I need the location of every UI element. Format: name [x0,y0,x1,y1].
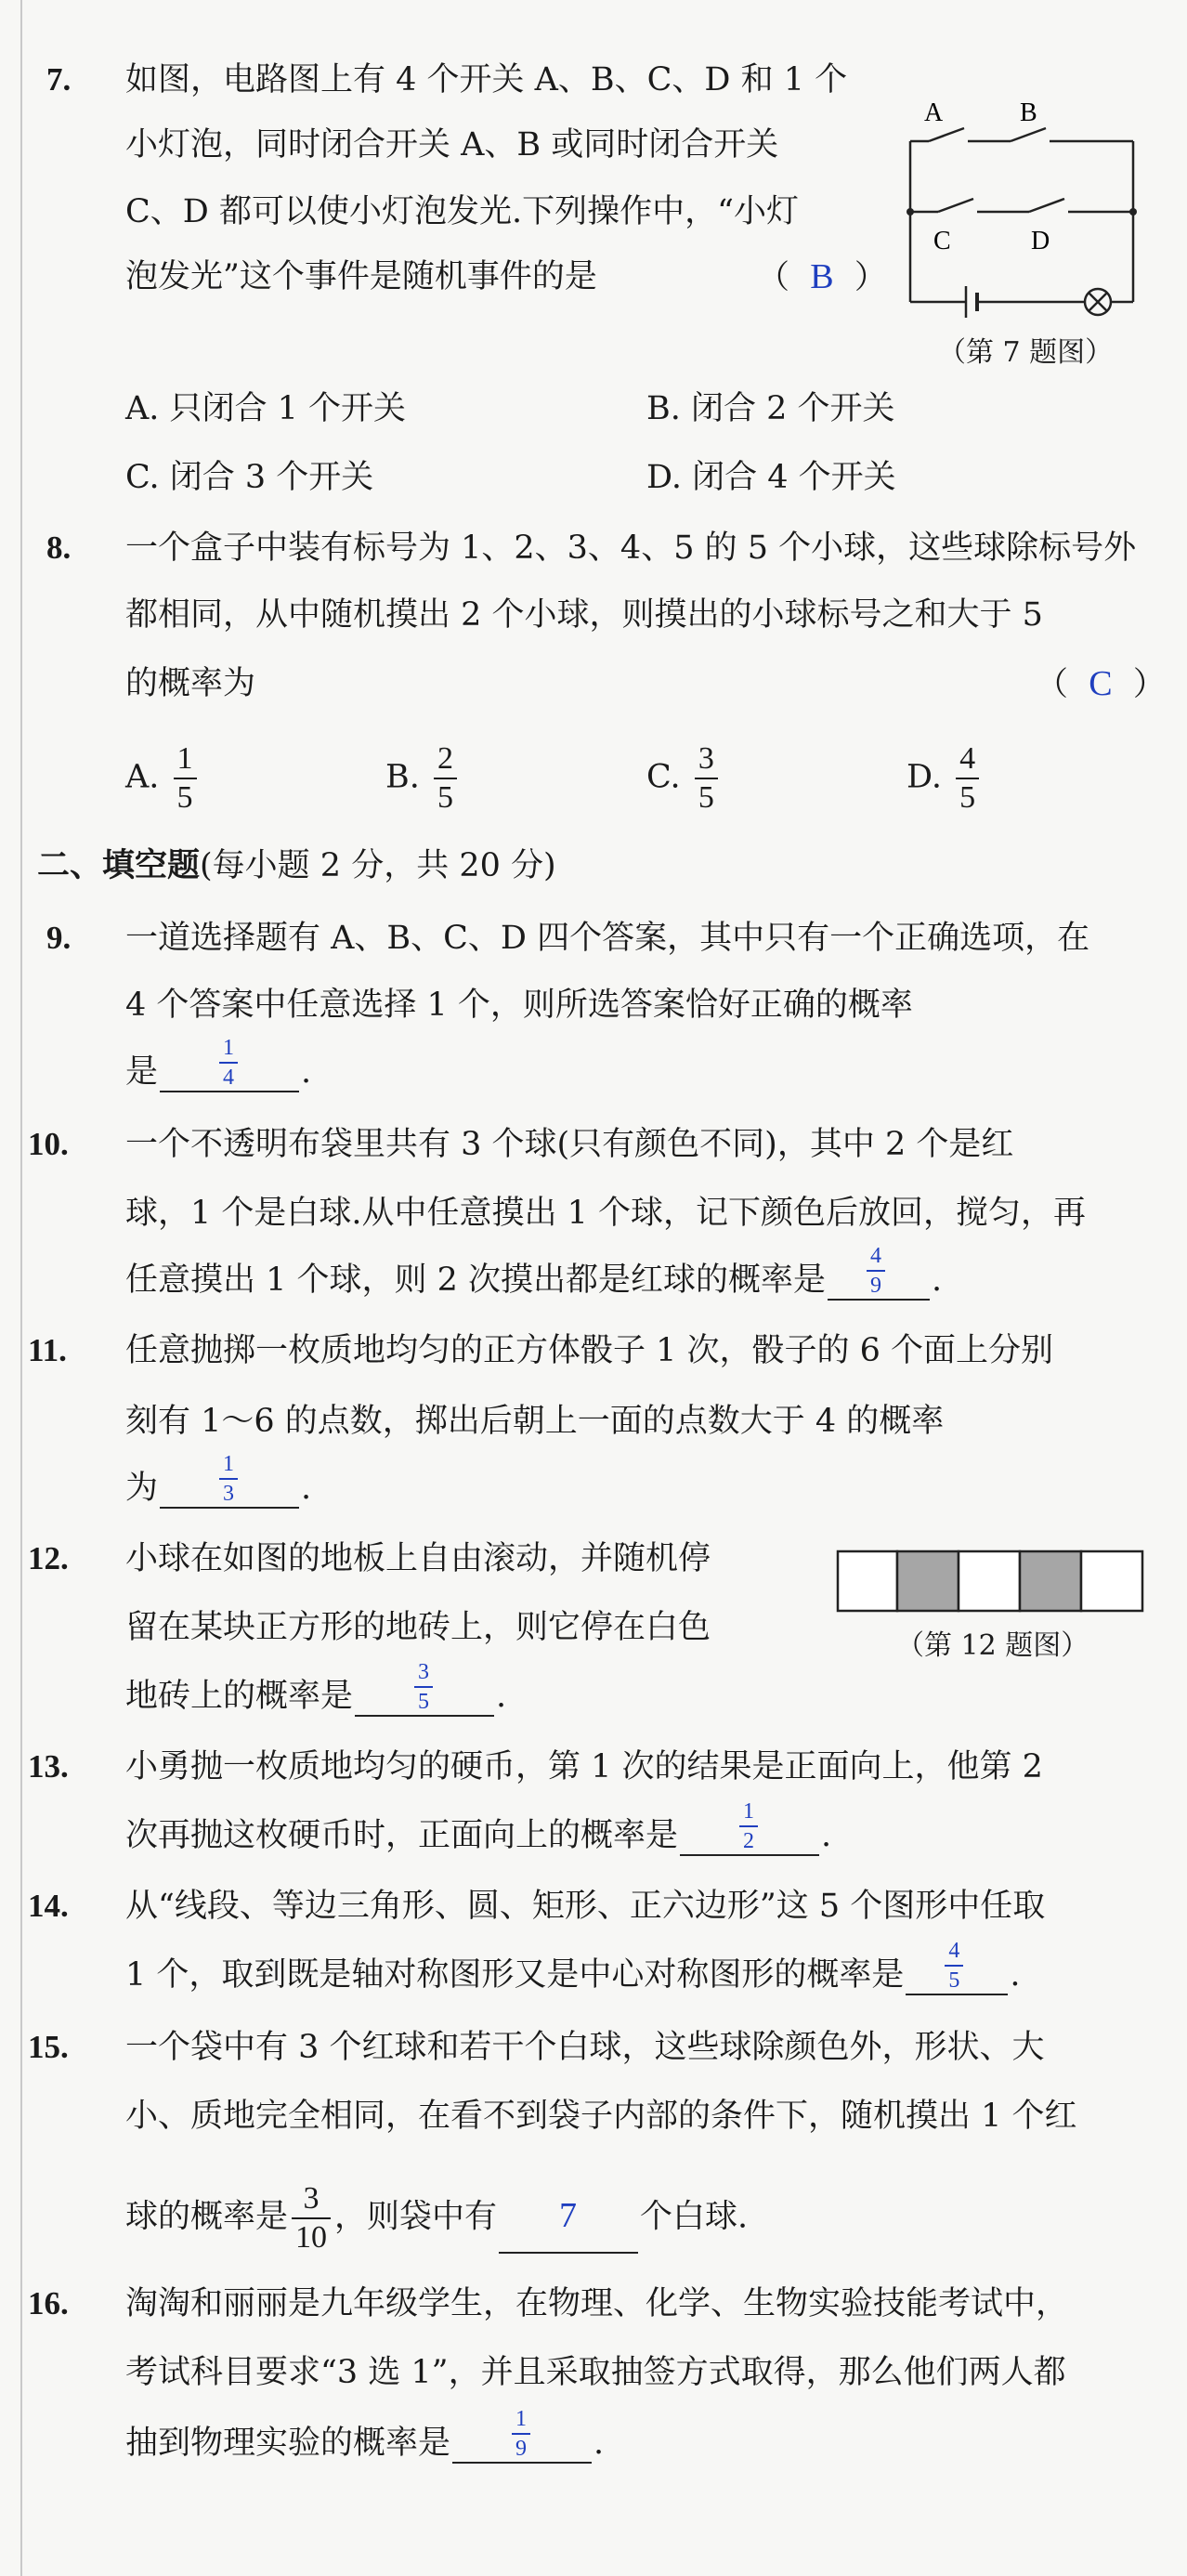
q14-line-1: 从“线段、等边三角形、圆、矩形、正六边形”这 5 个图形中任取 [125,1888,1046,1925]
q7-option-b: B. 闭合 2 个开关 [646,390,895,427]
q11-line-2: 刻有 1～6 的点数，掷出后朝上一面的点数大于 4 的概率 [125,1403,945,1440]
q14-number: 14. [28,1888,69,1924]
switch-a [929,128,964,141]
section-2-title: 二、填空题 [37,846,201,884]
q10-line-1: 一个不透明布袋里共有 3 个球(只有颜色不同)，其中 2 个是红 [125,1126,1014,1163]
q12-figure-caption: （第 12 题图） [896,1629,1089,1662]
q16-answer-blank: $\frac{1}{9}$ [452,2425,592,2464]
label-a: A [924,98,944,127]
q7-line-3: C、D 都可以使小灯泡发光.下列操作中，“小灯 [125,193,799,230]
q10-line-3: 任意摸出 1 个球，则 2 次摸出都是红球的概率是 $\frac{4}{9}$ . [125,1244,943,1299]
q10-number: 10. [28,1126,69,1162]
q7-circuit-figure [901,93,1161,325]
q11-line-1: 任意抛掷一枚质地均匀的正方体骰子 1 次，骰子的 6 个面上分别 [125,1332,1054,1369]
q13-answer-blank: $\frac{1}{2}$ [680,1817,819,1856]
q16-line-2: 考试科目要求“3 选 1”，并且采取抽签方式取得，那么他们两人都 [125,2354,1066,2391]
section-2-header [37,845,556,886]
q7-line-2: 小灯泡，同时闭合开关 A、B 或同时闭合开关 [125,126,779,163]
label-c: C [933,227,951,255]
tile-white-3 [1081,1551,1142,1611]
q7-number: 7. [46,61,72,98]
q7-option-d: D. 闭合 4 个开关 [646,459,896,496]
q8-line-2: 都相同，从中随机摸出 2 个小球，则摸出的小球标号之和大于 5 [125,596,1043,634]
q12-answer-blank: $\frac{3}{5}$ [355,1678,494,1717]
q11-line-3: 为 $\frac{1}{3}$ . [125,1452,312,1507]
q12-line-2: 留在某块正方形的地砖上，则它停在白色 [125,1609,711,1646]
tile-gray-2 [1020,1551,1081,1611]
switch-c [938,199,973,212]
q8-answer: C [1089,664,1113,703]
q7-option-a: A. 只闭合 1 个开关 [125,390,407,427]
q9-number: 9. [46,920,72,956]
q12-number: 12. [28,1540,69,1576]
tile-white-2 [959,1551,1020,1611]
q10-answer-blank: $\frac{4}{9}$ [828,1262,930,1301]
q16-line-3: 抽到物理实验的概率是 $\frac{1}{9}$ . [125,2407,605,2462]
q7-line-4: 泡发光”这个事件是随机事件的是 [125,258,597,295]
q8-number: 8. [46,530,72,566]
q12-line-1: 小球在如图的地板上自由滚动，并随机停 [125,1540,711,1577]
q13-line-1: 小勇抛一枚质地均匀的硬币，第 1 次的结果是正面向上，他第 2 [125,1748,1043,1785]
q9-line-2: 4 个答案中任意选择 1 个，则所选答案恰好正确的概率 [125,987,913,1024]
q8-option-b: B. $\frac{2}{5}$ [385,743,461,814]
q7-option-c: C. 闭合 3 个开关 [125,459,374,496]
section-2-note: (每小题 2 分，共 20 分) [200,847,556,884]
q9-line-1: 一道选择题有 A、B、C、D 四个答案，其中只有一个正确选项，在 [125,920,1090,957]
q9-answer-blank: $\frac{1}{4}$ [160,1053,299,1092]
q15-answer-blank [499,2196,638,2254]
q14-line-2: 1 个，取到既是轴对称图形又是中心对称图形的概率是 $\frac{4}{5}$ . [125,1939,1021,1994]
label-d: D [1031,227,1050,255]
q8-line-3: 的概率为 [125,665,256,702]
q7-figure-caption: （第 7 题图） [938,336,1114,369]
q15-line-1: 一个袋中有 3 个红球和若干个白球，这些球除颜色外，形状、大 [125,2029,1045,2066]
q7-answer-bracket: （ B ） [757,257,887,296]
q11-answer-blank: $\frac{1}{3}$ [160,1470,299,1509]
q11-number: 11. [28,1332,67,1368]
q13-line-2: 次再抛这枚硬币时，正面向上的概率是 $\frac{1}{2}$ . [125,1799,832,1854]
switch-d [1029,199,1064,212]
q8-answer-bracket: （ C ） [1036,664,1166,703]
q13-number: 13. [28,1748,69,1785]
tile-gray-1 [897,1551,959,1611]
q15-answer: 7 [559,2196,578,2235]
q15-line-3: 球的概率是 $\frac{3}{10}$ ，则袋中有 7 个白球. [125,2181,749,2255]
q16-line-1: 淘淘和丽丽是九年级学生，在物理、化学、生物实验技能考试中， [125,2285,1069,2322]
q7-line-1: 如图，电路图上有 4 个开关 A、B、C、D 和 1 个 [125,61,848,98]
label-b: B [1020,98,1037,127]
q12-floor-tiles-figure [836,1550,1148,1616]
q15-line-2: 小、质地完全相同，在看不到袋子内部的条件下，随机摸出 1 个红 [125,2098,1077,2135]
q8-option-d: D. $\frac{4}{5}$ [907,743,983,814]
q8-line-1: 一个盒子中装有标号为 1、2、3、4、5 的 5 个小球，这些球除标号外 [125,530,1137,567]
q9-line-3: 是 $\frac{1}{4}$ . [125,1036,312,1091]
switch-b [1011,128,1046,141]
q8-option-c: C. $\frac{3}{5}$ [646,743,722,814]
q16-number: 16. [28,2285,69,2321]
q7-answer: B [810,257,834,296]
q12-line-3: 地砖上的概率是 $\frac{3}{5}$ . [125,1660,507,1715]
page-margin-rule [20,0,22,2576]
tile-white-1 [838,1551,897,1611]
q14-answer-blank: $\frac{4}{5}$ [906,1956,1008,1995]
q8-option-a: A. $\frac{1}{5}$ [125,743,201,814]
q10-line-2: 球，1 个是白球.从中任意摸出 1 个球，记下颜色后放回，搅匀，再 [125,1195,1087,1232]
q15-number: 15. [28,2029,69,2065]
